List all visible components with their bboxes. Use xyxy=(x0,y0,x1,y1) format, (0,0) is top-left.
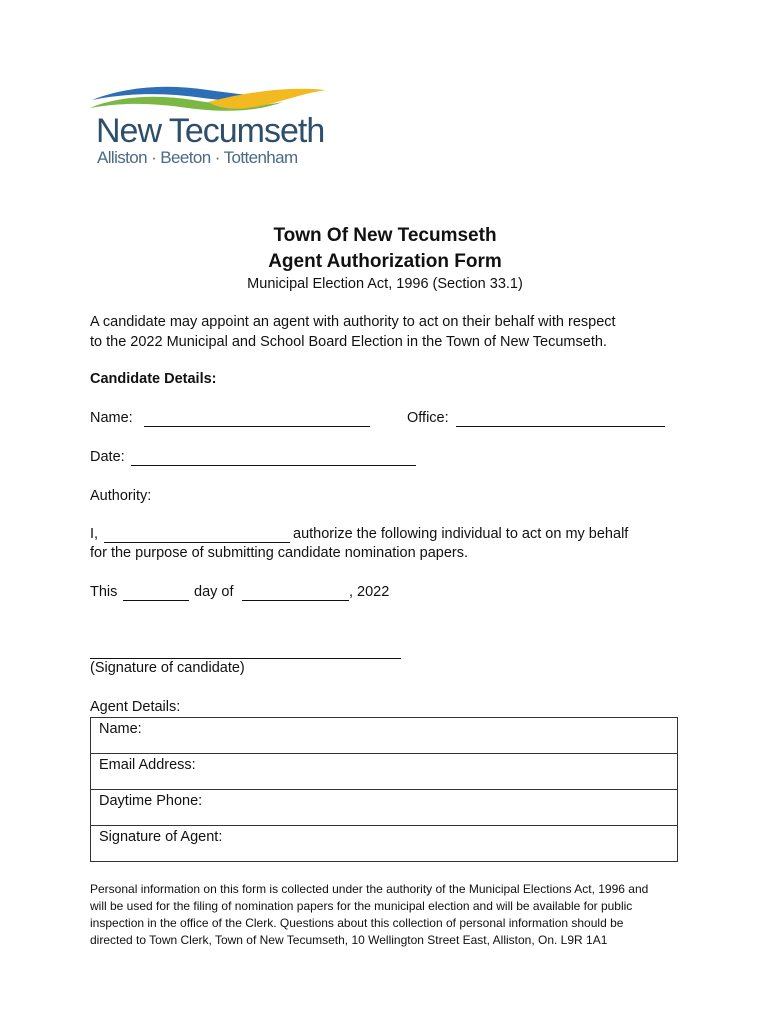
candidate-name-field[interactable] xyxy=(144,426,370,427)
authority-i-label: I, xyxy=(90,526,99,542)
logo-name: New Tecumseth xyxy=(96,112,325,150)
authority-heading: Authority: xyxy=(90,488,152,504)
day-field[interactable] xyxy=(123,600,189,601)
authority-name-field[interactable] xyxy=(104,542,290,543)
logo-tagline: Alliston · Beeton · Tottenham xyxy=(97,148,298,167)
logo-swoosh-icon xyxy=(88,82,338,116)
candidate-date-field[interactable] xyxy=(131,465,416,466)
year-label: , 2022 xyxy=(349,584,390,600)
agent-name-label: Name: xyxy=(99,721,142,737)
candidate-name-label: Name: xyxy=(90,410,133,426)
privacy-line-2: will be used for the filing of nomination papers for the municipal election and will be available for public xyxy=(90,899,633,913)
agent-phone-label: Daytime Phone: xyxy=(99,793,203,809)
month-field[interactable] xyxy=(242,600,349,601)
agent-details-heading: Agent Details: xyxy=(90,699,181,715)
agent-signature-row[interactable] xyxy=(91,826,677,862)
agent-phone-row[interactable] xyxy=(91,790,677,826)
candidate-office-field[interactable] xyxy=(456,426,665,427)
agent-email-row[interactable] xyxy=(91,754,677,790)
candidate-date-label: Date: xyxy=(90,449,125,465)
agent-email-label: Email Address: xyxy=(99,757,196,773)
agent-name-row[interactable] xyxy=(91,718,677,754)
form-title-town: Town Of New Tecumseth xyxy=(273,225,497,246)
candidate-signature-caption: (Signature of candidate) xyxy=(90,660,245,676)
privacy-notice xyxy=(90,881,686,949)
day-of-label: day of xyxy=(194,584,234,600)
privacy-line-3: inspection in the office of the Clerk. Questions about this collection of personal information should be xyxy=(90,916,624,930)
agent-details-table xyxy=(90,717,678,862)
form-subtitle: Municipal Election Act, 1996 (Section 33.1) xyxy=(247,276,523,292)
authority-purpose: for the purpose of submitting candidate nomination papers. xyxy=(90,545,469,561)
privacy-line-1: Personal information on this form is collected under the authority of the Municipal Elections Act, 1996 and xyxy=(90,882,649,896)
candidate-signature-field[interactable] xyxy=(90,658,401,659)
this-label: This xyxy=(90,584,118,600)
agent-signature-label: Signature of Agent: xyxy=(99,829,223,845)
form-title: Agent Authorization Form xyxy=(268,251,502,272)
authority-statement: authorize the following individual to act on my behalf xyxy=(293,526,629,542)
intro-line-1: A candidate may appoint an agent with authority to act on their behalf with respect xyxy=(90,314,616,330)
candidate-details-heading: Candidate Details: xyxy=(90,371,217,387)
town-logo xyxy=(88,82,338,177)
candidate-office-label: Office: xyxy=(407,410,449,426)
intro-line-2: to the 2022 Municipal and School Board Election in the Town of New Tecumseth. xyxy=(90,334,607,350)
privacy-line-4: directed to Town Clerk, Town of New Tecumseth, 10 Wellington Street East, Alliston, On. L9R 1A1 xyxy=(90,933,608,947)
